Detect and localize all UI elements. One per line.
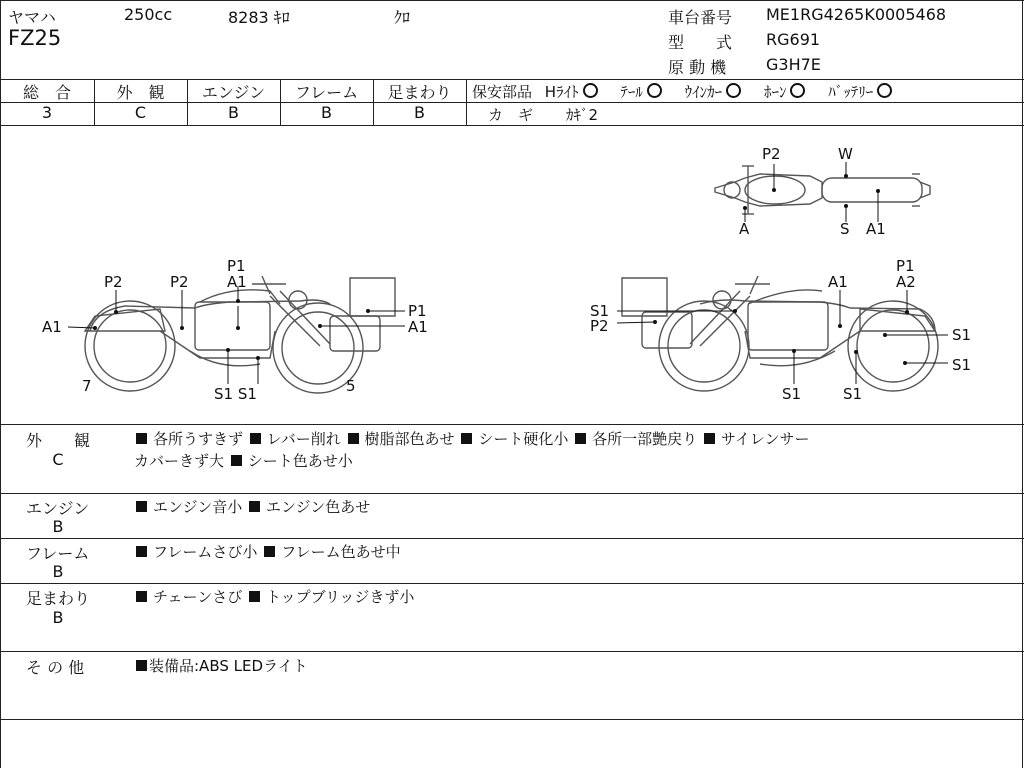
remark-item: レバー削れ [266,430,341,448]
remark-item: 装備品:ABS LEDライト [149,657,308,675]
safety-item-battery: ﾊﾞｯﾃﾘｰ [828,83,892,101]
diagram-label: A1 [866,220,886,238]
ok-circle-icon [583,83,598,98]
remark-item: 樹脂部色あせ [364,430,455,448]
remark-suspension-line1 [134,586,414,607]
safety-mid-line [466,102,1024,103]
mileage: 8283 ｷﾛ [228,8,290,27]
displacement: 250cc [124,5,173,24]
ok-circle-icon [647,83,662,98]
key-value: ｶｷﾞ2 [566,106,599,124]
diagram-label: A1 [828,273,848,291]
bullet-square-icon [348,433,359,444]
diagram-label: S1 [782,385,802,403]
bullet-square-icon [264,546,275,557]
diagram-label: A1 [42,318,62,336]
remark-label-exterior: 外 観 [26,431,91,450]
bullet-square-icon [704,433,715,444]
remark-grade-frame: B [52,562,64,581]
remark-label-other: そ の 他 [26,658,85,677]
frame-top-line [0,0,1024,1]
damage-diagram [0,126,1022,424]
diagram-labels [42,145,971,403]
grade-col-line-5 [466,79,467,125]
grade-label-suspension: 足まわり [387,83,452,102]
remark-item: エンジン色あせ [266,498,371,516]
remark-item: シート硬化小 [478,430,569,448]
remark-item: トップブリッジきず小 [266,588,415,606]
diagram-label: S [840,220,850,238]
grade-value-total: 3 [41,103,53,122]
bullet-square-icon [250,433,261,444]
remark-frame-line1 [134,541,401,562]
remark-label-engine: エンジン [26,499,90,518]
type-label: 型 式 [668,33,733,52]
remark-grade-engine: B [52,517,64,536]
bullet-square-icon [249,591,260,602]
remark-item: サイレンサー [720,430,810,448]
bullet-square-icon [136,501,147,512]
motorcycle-top-view-icon [715,166,930,214]
diagram-bottom-line [0,424,1024,425]
remark-item: チェーンさび [153,588,243,606]
diagram-label: P2 [170,273,189,291]
diagram-label: P2 [590,317,609,335]
safety-label: 保安部品 [472,83,533,101]
ok-circle-icon [726,83,741,98]
diagram-label: P1 [408,302,427,320]
bullet-square-icon [136,546,147,557]
remark-exterior-line2 [134,450,353,471]
diagram-label: A2 [896,273,916,291]
grade-label-frame: フレーム [294,83,359,102]
diagram-label: 7 [82,377,92,395]
safety-parts-row [472,81,892,102]
remark-exterior-line1 [134,428,810,449]
remark-item: エンジン音小 [153,498,243,516]
diagram-label: S1 [952,356,972,374]
ok-circle-icon [877,83,892,98]
diagram-label: S1 S1 [214,385,257,403]
remark-label-suspension: 足まわり [26,589,91,608]
safety-item-tail: ﾃｰﾙ [620,83,662,101]
bullet-square-icon [136,591,147,602]
remark-other-line1 [134,655,308,676]
leader-lines [68,162,948,384]
grade-label-exterior: 外 観 [116,83,165,102]
remark-line-4 [0,651,1024,652]
safety-item-headlight: Hﾗｲﾄ [545,83,598,101]
remark-item: フレーム色あせ中 [281,543,401,561]
model-name: FZ25 [8,26,62,50]
diagram-label: P1 [896,257,915,275]
safety-item-horn: ﾎｰﾝ [764,83,806,101]
grade-value-suspension: B [414,103,425,122]
safety-item-winker: ｳｲﾝｶｰ [685,83,742,101]
remark-grade-suspension: B [52,608,64,627]
diagram-label: S1 [843,385,863,403]
type-value: RG691 [766,30,821,49]
motorcycle-right-side-icon [622,276,938,391]
diagram-label: A1 [408,318,428,336]
remark-line-3 [0,583,1024,584]
bullet-square-icon [136,433,147,444]
bullet-square-icon [575,433,586,444]
remark-item: フレームさび小 [153,543,258,561]
remark-item: カバーきず大 [134,452,225,470]
diagram-label: A [739,220,750,238]
bullet-square-icon [136,660,147,671]
ok-circle-icon [790,83,805,98]
diagram-label: W [838,145,853,163]
grade-value-engine: B [228,103,239,122]
remark-line-2 [0,538,1024,539]
diagram-label: P1 [227,257,246,275]
bullet-square-icon [249,501,260,512]
grade-value-frame: B [321,103,332,122]
engine-value: G3H7E [766,55,821,74]
remark-item: 各所一部艶戻り [592,430,698,448]
remark-label-frame: フレーム [26,544,90,563]
diagram-label: S1 [952,326,972,344]
remark-line-1 [0,493,1024,494]
chassis-number: ME1RG4265K0005468 [766,5,947,24]
bullet-square-icon [461,433,472,444]
color: ｸﾛ [394,8,411,27]
bullet-square-icon [231,455,242,466]
diagram-label: A1 [227,273,247,291]
remark-item: シート色あせ小 [247,452,353,470]
motorcycle-left-side-icon [85,276,395,393]
maker-name: ヤマハ [8,8,56,27]
diagram-label: P2 [762,145,781,163]
key-label: カ ギ [488,106,534,124]
remark-grade-exterior: C [52,450,64,469]
grade-value-exterior: C [134,103,147,122]
engine-label: 原 動 機 [668,58,727,77]
diagram-label: P2 [104,273,123,291]
remark-engine-line1 [134,496,370,517]
remark-item: 各所うすきず [153,430,244,448]
diagram-label: 5 [346,377,356,395]
frame-right-line [1022,0,1023,768]
grade-label-engine: エンジン [201,83,266,102]
diagram-label: S1 [590,302,610,320]
remark-line-5 [0,719,1024,720]
grade-label-total: 総 合 [22,83,71,102]
chassis-label: 車台番号 [668,8,733,27]
